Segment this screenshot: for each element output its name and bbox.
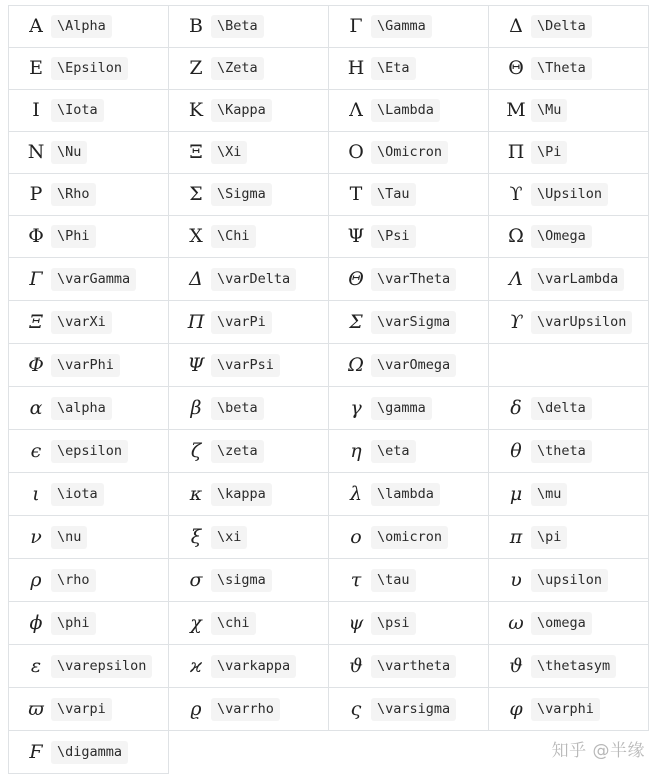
symbol-cell: [329, 258, 489, 301]
symbol-cell: [329, 645, 489, 688]
latex-command: \varphi: [531, 698, 600, 721]
symbol-cell: [169, 344, 329, 387]
symbol-glyph: Ρ: [29, 183, 43, 205]
symbol-glyph: Γ: [29, 267, 43, 290]
symbol-entry: [25, 440, 168, 463]
symbol-entry: [185, 141, 328, 164]
table-row: [9, 301, 649, 344]
latex-command: \varrho: [211, 698, 280, 721]
table-row: [9, 216, 649, 258]
symbol-entry: [345, 612, 488, 635]
symbol-glyph: Ε: [29, 57, 43, 79]
symbol-entry: [505, 526, 648, 549]
symbol-cell: [329, 473, 489, 516]
latex-command: \Upsilon: [531, 183, 608, 206]
symbol-cell: [489, 387, 649, 430]
symbol-glyph: ϑ: [509, 654, 523, 677]
symbol-cell: [9, 216, 169, 258]
symbol-glyph: ς: [350, 697, 362, 720]
symbol-glyph: Ν: [27, 141, 45, 163]
symbol-entry: [185, 655, 328, 678]
symbol-cell: [169, 516, 329, 559]
symbol-cell: [9, 344, 169, 387]
latex-command: \Kappa: [211, 99, 272, 122]
latex-command: \Alpha: [51, 15, 112, 38]
symbol-entry: [505, 141, 648, 164]
symbol-cell: [9, 688, 169, 731]
symbol-entry: [505, 311, 648, 334]
table-row: [9, 516, 649, 559]
table-row: [9, 559, 649, 602]
empty-cell: [489, 344, 649, 387]
symbol-entry: [25, 311, 168, 334]
latex-command: \Omicron: [371, 141, 448, 164]
symbol-entry: [185, 183, 328, 206]
symbol-entry: [25, 612, 168, 635]
symbol-glyph: ο: [350, 525, 362, 548]
symbol-glyph: ϕ: [29, 611, 43, 634]
symbol-entry: [505, 698, 648, 721]
symbol-glyph: ϑ: [349, 654, 363, 677]
symbol-entry: [25, 483, 168, 506]
latex-command: \epsilon: [51, 440, 128, 463]
symbol-cell: [169, 645, 329, 688]
symbol-glyph: Ζ: [189, 57, 203, 79]
symbol-entry: [25, 141, 168, 164]
latex-command: \Mu: [531, 99, 567, 122]
latex-command: \digamma: [51, 741, 128, 764]
latex-command: \beta: [211, 397, 264, 420]
latex-command: \varTheta: [371, 268, 456, 291]
symbol-glyph: γ: [350, 396, 362, 419]
symbol-cell: [9, 132, 169, 174]
symbol-entry: [505, 612, 648, 635]
symbol-cell: [329, 602, 489, 645]
symbol-entry: [185, 311, 328, 334]
symbol-glyph: Β: [189, 15, 203, 37]
symbol-entry: [25, 569, 168, 592]
symbol-cell: [169, 258, 329, 301]
symbol-entry: [185, 354, 328, 377]
symbol-cell: [9, 602, 169, 645]
table-row: [9, 258, 649, 301]
greek-symbol-table: [8, 5, 649, 774]
symbol-cell: [9, 48, 169, 90]
symbol-cell: [9, 645, 169, 688]
symbol-cell: [329, 387, 489, 430]
symbol-cell: [489, 48, 649, 90]
symbol-entry: [505, 183, 648, 206]
symbol-cell: [489, 216, 649, 258]
latex-command: \chi: [211, 612, 256, 635]
latex-command: \omega: [531, 612, 592, 635]
latex-command: \varUpsilon: [531, 311, 632, 334]
symbol-cell: [9, 6, 169, 48]
symbol-cell: [169, 216, 329, 258]
symbol-entry: [185, 526, 328, 549]
symbol-cell: [9, 90, 169, 132]
symbol-cell: [489, 132, 649, 174]
latex-command: \alpha: [51, 397, 112, 420]
symbol-cell: [9, 301, 169, 344]
symbol-cell: [9, 258, 169, 301]
symbol-glyph: Δ: [509, 15, 523, 37]
symbol-cell: [329, 430, 489, 473]
symbol-glyph: Π: [507, 141, 525, 163]
symbol-glyph: ζ: [190, 439, 202, 462]
symbol-glyph: ϒ: [509, 310, 523, 333]
symbol-entry: [505, 397, 648, 420]
symbol-cell: [169, 6, 329, 48]
symbol-entry: [25, 354, 168, 377]
symbol-entry: [185, 99, 328, 122]
symbol-cell: [329, 216, 489, 258]
symbol-cell: [169, 174, 329, 216]
table-row: [9, 387, 649, 430]
symbol-glyph: Τ: [349, 183, 363, 205]
symbol-glyph: τ: [350, 568, 362, 591]
latex-command: \zeta: [211, 440, 264, 463]
symbol-entry: [345, 569, 488, 592]
symbol-cell: [169, 387, 329, 430]
symbol-glyph: Κ: [188, 99, 204, 121]
symbol-entry: [185, 612, 328, 635]
symbol-cell: [329, 48, 489, 90]
symbol-cell: [169, 602, 329, 645]
symbol-entry: [345, 698, 488, 721]
symbol-glyph: ι: [32, 482, 40, 505]
latex-command: \varsigma: [371, 698, 456, 721]
latex-command: \varGamma: [51, 268, 136, 291]
latex-command: \varOmega: [371, 354, 456, 377]
symbol-entry: [25, 15, 168, 38]
symbol-entry: [345, 655, 488, 678]
symbol-cell: [329, 559, 489, 602]
symbol-glyph: π: [509, 525, 523, 548]
symbol-cell: [329, 688, 489, 731]
symbol-entry: [505, 225, 648, 248]
symbol-entry: [25, 183, 168, 206]
symbol-glyph: Χ: [189, 225, 203, 247]
latex-command: \eta: [371, 440, 416, 463]
symbol-glyph: Π: [187, 310, 205, 333]
symbol-entry: [505, 15, 648, 38]
table-row: [9, 344, 649, 387]
symbol-entry: [25, 741, 168, 764]
symbol-glyph: ξ: [190, 525, 202, 548]
symbol-glyph: Ξ: [189, 141, 203, 163]
symbol-glyph: Μ: [506, 99, 526, 121]
symbol-glyph: η: [350, 439, 362, 462]
latex-command: \sigma: [211, 569, 272, 592]
symbol-entry: [25, 225, 168, 248]
symbol-cell: [169, 559, 329, 602]
symbol-glyph: ρ: [30, 568, 42, 591]
latex-command: \varkappa: [211, 655, 296, 678]
latex-command: \Delta: [531, 15, 592, 38]
symbol-glyph: υ: [510, 568, 522, 591]
empty-cell: [329, 731, 489, 774]
latex-command: \varpi: [51, 698, 112, 721]
symbol-entry: [505, 440, 648, 463]
symbol-cell: [9, 473, 169, 516]
symbol-cell: [329, 174, 489, 216]
symbol-glyph: Σ: [349, 310, 363, 333]
symbol-cell: [169, 430, 329, 473]
symbol-cell: [489, 6, 649, 48]
latex-command: \Sigma: [211, 183, 272, 206]
symbol-glyph: ω: [508, 611, 524, 634]
symbol-entry: [345, 483, 488, 506]
table-body: [9, 6, 649, 774]
latex-command: \varPi: [211, 311, 272, 334]
symbol-glyph: χ: [190, 611, 202, 634]
symbol-cell: [169, 301, 329, 344]
symbol-entry: [505, 268, 648, 291]
symbol-cell: [489, 473, 649, 516]
symbol-entry: [505, 569, 648, 592]
symbol-glyph: ν: [30, 525, 42, 548]
empty-cell: [169, 731, 329, 774]
symbol-cell: [9, 516, 169, 559]
symbol-entry: [345, 440, 488, 463]
symbol-entry: [185, 569, 328, 592]
symbol-cell: [489, 645, 649, 688]
latex-command: \kappa: [211, 483, 272, 506]
latex-command: \tau: [371, 569, 416, 592]
latex-command: \omicron: [371, 526, 448, 549]
latex-command: \vartheta: [371, 655, 456, 678]
latex-command: \Epsilon: [51, 57, 128, 80]
symbol-entry: [505, 99, 648, 122]
symbol-entry: [505, 655, 648, 678]
table-row: [9, 430, 649, 473]
symbol-cell: [329, 301, 489, 344]
symbol-entry: [345, 397, 488, 420]
symbol-glyph: φ: [509, 697, 523, 720]
latex-command: \pi: [531, 526, 567, 549]
table-row: [9, 132, 649, 174]
symbol-glyph: λ: [349, 482, 363, 505]
latex-command: \varLambda: [531, 268, 624, 291]
table-row: [9, 90, 649, 132]
latex-command: \Beta: [211, 15, 264, 38]
symbol-glyph: ϰ: [190, 654, 202, 677]
latex-command: \varPsi: [211, 354, 280, 377]
latex-command: \rho: [51, 569, 96, 592]
symbol-entry: [25, 397, 168, 420]
symbol-entry: [25, 57, 168, 80]
symbol-entry: [25, 655, 168, 678]
symbol-entry: [185, 15, 328, 38]
symbol-entry: [505, 57, 648, 80]
symbol-cell: [329, 90, 489, 132]
latex-command: \Psi: [371, 225, 416, 248]
latex-command: \Lambda: [371, 99, 440, 122]
symbol-entry: [185, 225, 328, 248]
symbol-glyph: ϵ: [30, 439, 42, 462]
symbol-glyph: Α: [29, 15, 43, 37]
latex-command: \upsilon: [531, 569, 608, 592]
symbol-glyph: κ: [189, 482, 203, 505]
latex-command: \psi: [371, 612, 416, 635]
symbol-glyph: Λ: [349, 99, 363, 121]
symbol-cell: [329, 132, 489, 174]
latex-command: \mu: [531, 483, 567, 506]
latex-command: \Pi: [531, 141, 567, 164]
symbol-glyph: ψ: [348, 611, 364, 634]
latex-command: \delta: [531, 397, 592, 420]
latex-command: \Phi: [51, 225, 96, 248]
symbol-cell: [9, 559, 169, 602]
latex-command: \nu: [51, 526, 87, 549]
table-row: [9, 602, 649, 645]
symbol-glyph: Λ: [509, 267, 523, 290]
symbol-cell: [9, 430, 169, 473]
symbol-glyph: Δ: [189, 267, 203, 290]
symbol-glyph: θ: [510, 439, 522, 462]
symbol-entry: [345, 15, 488, 38]
latex-command: \Zeta: [211, 57, 264, 80]
symbol-cell: [9, 174, 169, 216]
latex-command: \gamma: [371, 397, 432, 420]
symbol-glyph: μ: [509, 482, 523, 505]
symbol-cell: [489, 516, 649, 559]
symbol-cell: [489, 258, 649, 301]
latex-command: \Rho: [51, 183, 96, 206]
symbol-entry: [185, 698, 328, 721]
latex-command: \phi: [51, 612, 96, 635]
symbol-glyph: Ω: [348, 353, 364, 376]
symbol-entry: [345, 99, 488, 122]
symbol-cell: [9, 387, 169, 430]
symbol-glyph: Ϝ: [29, 740, 43, 763]
symbol-cell: [169, 132, 329, 174]
table-row: [9, 48, 649, 90]
symbol-cell: [169, 90, 329, 132]
symbol-cell: [169, 688, 329, 731]
symbol-entry: [345, 268, 488, 291]
table-row: [9, 6, 649, 48]
symbol-cell: [489, 602, 649, 645]
symbol-cell: [489, 430, 649, 473]
symbol-cell: [489, 301, 649, 344]
latex-command: \iota: [51, 483, 104, 506]
symbol-entry: [25, 268, 168, 291]
latex-command: \varDelta: [211, 268, 296, 291]
table-row: [9, 645, 649, 688]
symbol-entry: [345, 57, 488, 80]
symbol-cell: [329, 516, 489, 559]
symbol-entry: [345, 141, 488, 164]
symbol-entry: [25, 526, 168, 549]
latex-command: \Gamma: [371, 15, 432, 38]
symbol-glyph: Ω: [508, 225, 524, 247]
symbol-cell: [169, 473, 329, 516]
symbol-glyph: Φ: [28, 353, 44, 376]
symbol-entry: [345, 526, 488, 549]
symbol-glyph: Φ: [28, 225, 44, 247]
symbol-glyph: ϱ: [190, 697, 202, 720]
latex-command: \Chi: [211, 225, 256, 248]
watermark: 知乎 @半缘: [551, 741, 645, 761]
latex-command: \theta: [531, 440, 592, 463]
symbol-glyph: Θ: [508, 57, 524, 79]
symbol-glyph: Ψ: [187, 353, 205, 376]
latex-command: \Tau: [371, 183, 416, 206]
symbol-glyph: Ξ: [29, 310, 43, 333]
table-row: [9, 688, 649, 731]
symbol-glyph: Θ: [348, 267, 364, 290]
latex-command: \Theta: [531, 57, 592, 80]
symbol-glyph: β: [190, 396, 202, 419]
symbol-glyph: Ο: [348, 141, 364, 163]
symbol-cell: [9, 731, 169, 774]
latex-command: \lambda: [371, 483, 440, 506]
latex-command: \Omega: [531, 225, 592, 248]
symbol-entry: [345, 225, 488, 248]
latex-command: \varXi: [51, 311, 112, 334]
symbol-entry: [345, 311, 488, 334]
latex-command: \Iota: [51, 99, 104, 122]
symbol-glyph: Γ: [349, 15, 363, 37]
symbol-cell: [489, 688, 649, 731]
symbol-entry: [505, 483, 648, 506]
symbol-entry: [185, 483, 328, 506]
symbol-glyph: ε: [30, 654, 42, 677]
latex-command: \varSigma: [371, 311, 456, 334]
symbol-entry: [185, 397, 328, 420]
symbol-glyph: ϒ: [509, 183, 523, 205]
latex-command: \Xi: [211, 141, 247, 164]
symbol-glyph: ϖ: [28, 697, 44, 720]
latex-command: \Eta: [371, 57, 416, 80]
symbol-glyph: Η: [347, 57, 365, 79]
symbol-cell: [489, 174, 649, 216]
symbol-entry: [185, 268, 328, 291]
symbol-entry: [185, 440, 328, 463]
table-row: [9, 174, 649, 216]
symbol-entry: [185, 57, 328, 80]
symbol-glyph: Ψ: [347, 225, 365, 247]
symbol-glyph: α: [29, 396, 43, 419]
symbol-entry: [345, 183, 488, 206]
table-row: [9, 473, 649, 516]
symbol-cell: [489, 90, 649, 132]
latex-command: \thetasym: [531, 655, 616, 678]
latex-command: \xi: [211, 526, 247, 549]
latex-command: \varepsilon: [51, 655, 152, 678]
symbol-entry: [25, 99, 168, 122]
symbol-cell: [489, 559, 649, 602]
symbol-glyph: Σ: [189, 183, 203, 205]
symbol-glyph: Ι: [32, 99, 40, 121]
symbol-glyph: δ: [510, 396, 522, 419]
symbol-entry: [345, 354, 488, 377]
symbol-entry: [25, 698, 168, 721]
latex-command: \varPhi: [51, 354, 120, 377]
latex-command: \Nu: [51, 141, 87, 164]
symbol-cell: [329, 344, 489, 387]
symbol-cell: [169, 48, 329, 90]
symbol-cell: [329, 6, 489, 48]
symbol-glyph: σ: [189, 568, 203, 591]
